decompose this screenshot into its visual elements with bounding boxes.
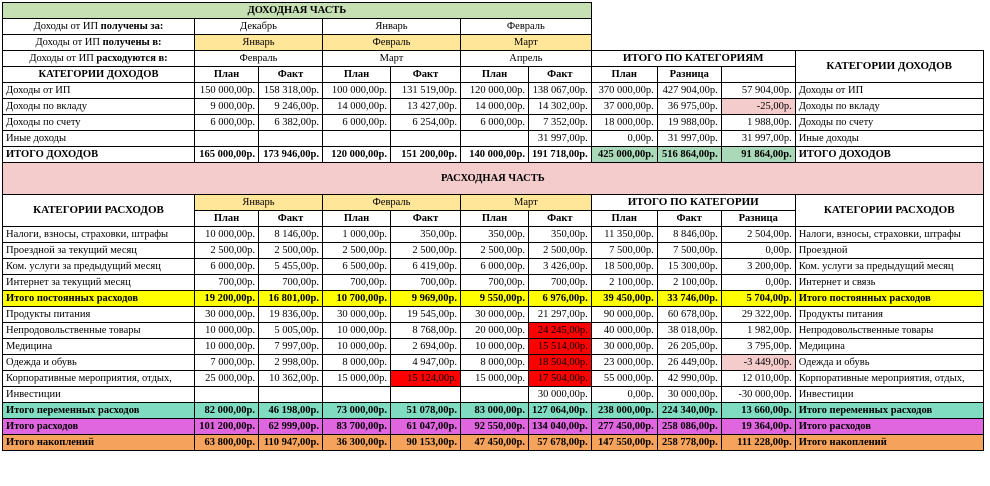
value-cell[interactable]: 10 000,00р.: [195, 339, 259, 355]
value-cell[interactable]: 150 000,00р.: [195, 83, 259, 99]
total-cell[interactable]: 370 000,00р.: [591, 83, 657, 99]
value-cell[interactable]: 8 000,00р.: [461, 355, 529, 371]
total-cell[interactable]: 31 997,00р.: [657, 131, 721, 147]
empty-cell: [591, 3, 657, 19]
income-row: [3, 99, 984, 115]
empty-cell: [721, 3, 795, 19]
value-cell[interactable]: 10 000,00р.: [195, 323, 259, 339]
value-cell[interactable]: 350,00р.: [461, 227, 529, 243]
expense-month[interactable]: Март: [461, 195, 592, 211]
col-fact[interactable]: Факт: [657, 211, 721, 227]
row-name-right[interactable]: Итого расходов: [795, 419, 983, 435]
value-cell[interactable]: [391, 131, 461, 147]
total-cell[interactable]: 57 904,00р.: [721, 83, 795, 99]
value-cell[interactable]: 2 500,00р.: [195, 243, 259, 259]
value-cell[interactable]: 120 000,00р.: [461, 83, 529, 99]
value-cell[interactable]: 18 504,00р.: [529, 355, 592, 371]
value-cell[interactable]: [461, 387, 529, 403]
expenses-total-row: [3, 419, 984, 435]
income-categories-header-left[interactable]: КАТЕГОРИИ ДОХОДОВ: [3, 67, 195, 83]
row-name[interactable]: Ком. услуги за предыдущий месяц: [3, 259, 195, 275]
empty-cell: [657, 35, 721, 51]
variable-expense-row: [3, 307, 984, 323]
value-cell[interactable]: 2 500,00р.: [391, 243, 461, 259]
col-fact[interactable]: Факт: [259, 67, 323, 83]
value-cell[interactable]: [323, 387, 391, 403]
total-cell[interactable]: 516 864,00р.: [657, 147, 721, 163]
row-name-right[interactable]: Итого постоянных расходов: [795, 291, 983, 307]
value-cell[interactable]: 2 500,00р.: [323, 243, 391, 259]
value-cell[interactable]: 19 836,00р.: [259, 307, 323, 323]
row-name-right[interactable]: Доходы по счету: [795, 115, 983, 131]
value-cell[interactable]: 9 000,00р.: [195, 99, 259, 115]
empty-cell: [721, 35, 795, 51]
total-cell[interactable]: 1 982,00р.: [721, 323, 795, 339]
row-name[interactable]: Проездной за текущий месяц: [3, 243, 195, 259]
income-row: [3, 131, 984, 147]
period-label-pre: Доходы от ИП: [33, 21, 101, 32]
value-cell[interactable]: 6 000,00р.: [195, 115, 259, 131]
row-name[interactable]: Медицина: [3, 339, 195, 355]
value-cell[interactable]: 15 124,00р.: [391, 371, 461, 387]
total-cell[interactable]: 36 975,00р.: [657, 99, 721, 115]
value-cell[interactable]: 9 246,00р.: [259, 99, 323, 115]
total-cell[interactable]: 427 904,00р.: [657, 83, 721, 99]
value-cell[interactable]: 700,00р.: [323, 275, 391, 291]
row-name[interactable]: Одежда и обувь: [3, 355, 195, 371]
expense-row: [3, 243, 984, 259]
col-fact[interactable]: Факт: [259, 211, 323, 227]
row-name-right[interactable]: Доходы от ИП: [795, 83, 983, 99]
col-fact[interactable]: Факт: [391, 211, 461, 227]
variable-expense-row: [3, 339, 984, 355]
value-cell[interactable]: 127 064,00р.: [529, 403, 592, 419]
savings-total-row: [3, 435, 984, 451]
empty-cell: [795, 3, 983, 19]
income-row: [3, 115, 984, 131]
row-name-right[interactable]: Ком. услуги за предыдущий месяц: [795, 259, 983, 275]
value-cell[interactable]: 700,00р.: [391, 275, 461, 291]
variable-total-row: [3, 403, 984, 419]
value-cell[interactable]: 2 500,00р.: [461, 243, 529, 259]
total-cell[interactable]: 40 000,00р.: [591, 323, 657, 339]
value-cell[interactable]: 61 047,00р.: [391, 419, 461, 435]
total-cell[interactable]: 147 550,00р.: [591, 435, 657, 451]
value-cell[interactable]: 6 500,00р.: [323, 259, 391, 275]
spent-in-row: [3, 51, 984, 67]
value-cell[interactable]: 3 426,00р.: [529, 259, 592, 275]
period-label-bold: получены в:: [102, 37, 162, 48]
value-cell[interactable]: 6 000,00р.: [461, 115, 529, 131]
value-cell[interactable]: 5 455,00р.: [259, 259, 323, 275]
total-cell[interactable]: 277 450,00р.: [591, 419, 657, 435]
expenses-totals-title[interactable]: ИТОГО ПО КАТЕГОРИИ: [591, 195, 795, 211]
value-cell[interactable]: 92 550,00р.: [461, 419, 529, 435]
total-cell[interactable]: 19 988,00р.: [657, 115, 721, 131]
total-cell[interactable]: 26 205,00р.: [657, 339, 721, 355]
value-cell[interactable]: 15 514,00р.: [529, 339, 592, 355]
empty-cell: [795, 19, 983, 35]
col-plan[interactable]: План: [591, 67, 657, 83]
value-cell[interactable]: 7 000,00р.: [195, 355, 259, 371]
total-cell[interactable]: 19 364,00р.: [721, 419, 795, 435]
value-cell[interactable]: 151 200,00р.: [391, 147, 461, 163]
value-cell[interactable]: 20 000,00р.: [461, 323, 529, 339]
total-cell[interactable]: 91 864,00р.: [721, 147, 795, 163]
row-name[interactable]: Инвестиции: [3, 387, 195, 403]
value-cell[interactable]: 10 362,00р.: [259, 371, 323, 387]
total-cell[interactable]: 31 997,00р.: [721, 131, 795, 147]
col-plan[interactable]: План: [461, 211, 529, 227]
value-cell[interactable]: 6 976,00р.: [529, 291, 592, 307]
total-cell[interactable]: 8 846,00р.: [657, 227, 721, 243]
total-cell[interactable]: 5 704,00р.: [721, 291, 795, 307]
col-plan[interactable]: План: [195, 67, 259, 83]
total-cell[interactable]: 1 988,00р.: [721, 115, 795, 131]
value-cell[interactable]: 158 318,00р.: [259, 83, 323, 99]
value-cell[interactable]: 2 500,00р.: [259, 243, 323, 259]
period-month[interactable]: Январь: [195, 35, 323, 51]
col-fact[interactable]: Факт: [529, 211, 592, 227]
value-cell[interactable]: 100 000,00р.: [323, 83, 391, 99]
value-cell[interactable]: 90 153,00р.: [391, 435, 461, 451]
received-in-row: [3, 35, 984, 51]
total-cell[interactable]: 111 228,00р.: [721, 435, 795, 451]
row-name-right[interactable]: Доходы по вкладу: [795, 99, 983, 115]
value-cell[interactable]: 1 000,00р.: [323, 227, 391, 243]
period-month[interactable]: Февраль: [323, 35, 461, 51]
row-name[interactable]: Итого постоянных расходов: [3, 291, 195, 307]
value-cell[interactable]: 30 000,00р.: [323, 307, 391, 323]
value-cell[interactable]: 7 997,00р.: [259, 339, 323, 355]
period-label[interactable]: [3, 51, 195, 67]
total-cell[interactable]: 7 500,00р.: [591, 243, 657, 259]
period-label-bold: получены за:: [100, 21, 164, 32]
total-cell[interactable]: 0,00р.: [721, 275, 795, 291]
total-cell[interactable]: 13 660,00р.: [721, 403, 795, 419]
income-totals-title[interactable]: ИТОГО ПО КАТЕГОРИЯМ: [591, 51, 795, 67]
row-name-right[interactable]: Итого переменных расходов: [795, 403, 983, 419]
total-cell[interactable]: 30 000,00р.: [657, 387, 721, 403]
total-cell[interactable]: 224 340,00р.: [657, 403, 721, 419]
value-cell[interactable]: [259, 387, 323, 403]
value-cell[interactable]: 10 000,00р.: [323, 339, 391, 355]
value-cell[interactable]: 73 000,00р.: [323, 403, 391, 419]
period-month[interactable]: Февраль: [195, 51, 323, 67]
expense-row: [3, 275, 984, 291]
row-name[interactable]: Итого накоплений: [3, 435, 195, 451]
value-cell[interactable]: [195, 131, 259, 147]
budget-table: [2, 2, 984, 451]
period-label[interactable]: [3, 19, 195, 35]
total-cell[interactable]: 42 990,00р.: [657, 371, 721, 387]
empty-cell: [591, 19, 657, 35]
value-cell[interactable]: 700,00р.: [259, 275, 323, 291]
row-name[interactable]: Продукты питания: [3, 307, 195, 323]
row-name[interactable]: Непродовольственные товары: [3, 323, 195, 339]
row-name-right[interactable]: Иные доходы: [795, 131, 983, 147]
spreadsheet: [2, 2, 984, 451]
value-cell[interactable]: 6 254,00р.: [391, 115, 461, 131]
value-cell[interactable]: 6 419,00р.: [391, 259, 461, 275]
total-cell[interactable]: 258 778,00р.: [657, 435, 721, 451]
col-fact[interactable]: Факт: [529, 67, 592, 83]
value-cell[interactable]: 165 000,00р.: [195, 147, 259, 163]
total-cell[interactable]: 26 449,00р.: [657, 355, 721, 371]
row-name-right[interactable]: Одежда и обувь: [795, 355, 983, 371]
fixed-total-row: [3, 291, 984, 307]
col-plan[interactable]: План: [195, 211, 259, 227]
period-month[interactable]: Январь: [323, 19, 461, 35]
row-name[interactable]: Доходы по вкладу: [3, 99, 195, 115]
total-cell[interactable]: 60 678,00р.: [657, 307, 721, 323]
total-cell[interactable]: -25,00р.: [721, 99, 795, 115]
value-cell[interactable]: 350,00р.: [391, 227, 461, 243]
row-name-right[interactable]: Непродовольственные товары: [795, 323, 983, 339]
value-cell[interactable]: 10 700,00р.: [323, 291, 391, 307]
value-cell[interactable]: 62 999,00р.: [259, 419, 323, 435]
value-cell[interactable]: 2 694,00р.: [391, 339, 461, 355]
row-name[interactable]: Иные доходы: [3, 131, 195, 147]
value-cell[interactable]: 19 545,00р.: [391, 307, 461, 323]
value-cell[interactable]: 5 005,00р.: [259, 323, 323, 339]
row-name-right[interactable]: Проездной: [795, 243, 983, 259]
col-plan[interactable]: План: [591, 211, 657, 227]
value-cell[interactable]: 6 000,00р.: [323, 115, 391, 131]
period-month[interactable]: Март: [323, 51, 461, 67]
expense-month[interactable]: Февраль: [323, 195, 461, 211]
value-cell[interactable]: 138 067,00р.: [529, 83, 592, 99]
row-name-right[interactable]: Интернет и связь: [795, 275, 983, 291]
value-cell[interactable]: 46 198,00р.: [259, 403, 323, 419]
total-cell[interactable]: 3 200,00р.: [721, 259, 795, 275]
value-cell[interactable]: 10 000,00р.: [323, 323, 391, 339]
col-plan[interactable]: План: [323, 211, 391, 227]
row-name-right[interactable]: Инвестиции: [795, 387, 983, 403]
value-cell[interactable]: 10 000,00р.: [461, 339, 529, 355]
value-cell[interactable]: 173 946,00р.: [259, 147, 323, 163]
period-label[interactable]: [3, 35, 195, 51]
value-cell[interactable]: [323, 131, 391, 147]
total-cell[interactable]: 37 000,00р.: [591, 99, 657, 115]
value-cell[interactable]: 6 000,00р.: [461, 259, 529, 275]
value-cell[interactable]: 15 000,00р.: [461, 371, 529, 387]
col-fact[interactable]: Факт: [391, 67, 461, 83]
total-cell[interactable]: 39 450,00р.: [591, 291, 657, 307]
value-cell[interactable]: 2 500,00р.: [529, 243, 592, 259]
expenses-title-row: [3, 163, 984, 195]
value-cell[interactable]: 19 200,00р.: [195, 291, 259, 307]
row-name-right[interactable]: Продукты питания: [795, 307, 983, 323]
variable-expense-row: [3, 323, 984, 339]
value-cell[interactable]: 83 700,00р.: [323, 419, 391, 435]
value-cell[interactable]: 350,00р.: [529, 227, 592, 243]
row-name[interactable]: Итого расходов: [3, 419, 195, 435]
value-cell[interactable]: 191 718,00р.: [529, 147, 592, 163]
row-name-right[interactable]: Налоги, взносы, страховки, штрафы: [795, 227, 983, 243]
expenses-categories-header-left[interactable]: КАТЕГОРИИ РАСХОДОВ: [3, 195, 195, 227]
row-name-right[interactable]: Итого накоплений: [795, 435, 983, 451]
expenses-categories-header-right[interactable]: КАТЕГОРИИ РАСХОДОВ: [795, 195, 983, 227]
total-cell[interactable]: 238 000,00р.: [591, 403, 657, 419]
value-cell[interactable]: 63 800,00р.: [195, 435, 259, 451]
value-cell[interactable]: 14 000,00р.: [323, 99, 391, 115]
value-cell[interactable]: 2 998,00р.: [259, 355, 323, 371]
value-cell[interactable]: 25 000,00р.: [195, 371, 259, 387]
value-cell[interactable]: 700,00р.: [195, 275, 259, 291]
col-plan[interactable]: План: [323, 67, 391, 83]
total-cell[interactable]: 38 018,00р.: [657, 323, 721, 339]
total-cell[interactable]: 11 350,00р.: [591, 227, 657, 243]
value-cell[interactable]: 14 302,00р.: [529, 99, 592, 115]
total-cell[interactable]: 18 500,00р.: [591, 259, 657, 275]
period-label-pre: Доходы от ИП: [29, 53, 97, 64]
value-cell[interactable]: 7 352,00р.: [529, 115, 592, 131]
row-name[interactable]: Налоги, взносы, страховки, штрафы: [3, 227, 195, 243]
total-cell[interactable]: 258 086,00р.: [657, 419, 721, 435]
period-month[interactable]: Апрель: [461, 51, 592, 67]
value-cell[interactable]: 8 146,00р.: [259, 227, 323, 243]
empty-cell: [795, 35, 983, 51]
value-cell[interactable]: 17 504,00р.: [529, 371, 592, 387]
value-cell[interactable]: 51 078,00р.: [391, 403, 461, 419]
empty-cell: [657, 3, 721, 19]
row-name-right[interactable]: Медицина: [795, 339, 983, 355]
period-month[interactable]: Декабрь: [195, 19, 323, 35]
total-cell[interactable]: 55 000,00р.: [591, 371, 657, 387]
value-cell[interactable]: 131 519,00р.: [391, 83, 461, 99]
value-cell[interactable]: 101 200,00р.: [195, 419, 259, 435]
value-cell[interactable]: 47 450,00р.: [461, 435, 529, 451]
value-cell[interactable]: 9 969,00р.: [391, 291, 461, 307]
value-cell[interactable]: [195, 387, 259, 403]
value-cell[interactable]: 82 000,00р.: [195, 403, 259, 419]
value-cell[interactable]: 30 000,00р.: [195, 307, 259, 323]
value-cell[interactable]: 8 000,00р.: [323, 355, 391, 371]
value-cell[interactable]: 21 297,00р.: [529, 307, 592, 323]
total-cell[interactable]: -30 000,00р.: [721, 387, 795, 403]
col-plan[interactable]: План: [461, 67, 529, 83]
row-name[interactable]: Доходы от ИП: [3, 83, 195, 99]
value-cell[interactable]: 16 801,00р.: [259, 291, 323, 307]
value-cell[interactable]: 4 947,00р.: [391, 355, 461, 371]
row-name[interactable]: Доходы по счету: [3, 115, 195, 131]
value-cell[interactable]: 110 947,00р.: [259, 435, 323, 451]
value-cell[interactable]: 9 550,00р.: [461, 291, 529, 307]
row-name-right[interactable]: Корпоративные мероприятия, отдых,: [795, 371, 983, 387]
value-cell[interactable]: 30 000,00р.: [461, 307, 529, 323]
total-cell[interactable]: 7 500,00р.: [657, 243, 721, 259]
total-cell[interactable]: 3 795,00р.: [721, 339, 795, 355]
received-for-row: [3, 19, 984, 35]
variable-expense-row: [3, 371, 984, 387]
total-cell[interactable]: 2 504,00р.: [721, 227, 795, 243]
value-cell[interactable]: [391, 387, 461, 403]
value-cell[interactable]: 6 000,00р.: [195, 259, 259, 275]
value-cell[interactable]: 140 000,00р.: [461, 147, 529, 163]
total-cell[interactable]: 2 100,00р.: [657, 275, 721, 291]
value-cell[interactable]: [461, 131, 529, 147]
expenses-title[interactable]: РАСХОДНАЯ ЧАСТЬ: [3, 163, 984, 195]
total-cell[interactable]: -3 449,00р.: [721, 355, 795, 371]
value-cell[interactable]: 13 427,00р.: [391, 99, 461, 115]
row-name[interactable]: ИТОГО ДОХОДОВ: [3, 147, 195, 163]
expense-row: [3, 259, 984, 275]
total-cell[interactable]: 2 100,00р.: [591, 275, 657, 291]
total-cell[interactable]: 29 322,00р.: [721, 307, 795, 323]
value-cell[interactable]: 134 040,00р.: [529, 419, 592, 435]
total-cell[interactable]: 0,00р.: [721, 243, 795, 259]
value-cell[interactable]: 6 382,00р.: [259, 115, 323, 131]
value-cell[interactable]: 120 000,00р.: [323, 147, 391, 163]
expense-row: [3, 227, 984, 243]
empty-cell: [657, 19, 721, 35]
total-cell[interactable]: 425 000,00р.: [591, 147, 657, 163]
income-row: [3, 83, 984, 99]
total-cell[interactable]: 0,00р.: [591, 387, 657, 403]
total-cell[interactable]: 18 000,00р.: [591, 115, 657, 131]
income-title[interactable]: ДОХОДНАЯ ЧАСТЬ: [3, 3, 592, 19]
empty-cell: [721, 19, 795, 35]
income-categories-header-right[interactable]: КАТЕГОРИИ ДОХОДОВ: [795, 51, 983, 83]
value-cell[interactable]: 57 678,00р.: [529, 435, 592, 451]
total-cell[interactable]: 12 010,00р.: [721, 371, 795, 387]
period-month[interactable]: Март: [461, 35, 592, 51]
variable-expense-row: [3, 355, 984, 371]
value-cell[interactable]: [259, 131, 323, 147]
total-cell[interactable]: 23 000,00р.: [591, 355, 657, 371]
value-cell[interactable]: 31 997,00р.: [529, 131, 592, 147]
value-cell[interactable]: 14 000,00р.: [461, 99, 529, 115]
value-cell[interactable]: 30 000,00р.: [529, 387, 592, 403]
expense-month[interactable]: Январь: [195, 195, 323, 211]
row-name[interactable]: Корпоративные мероприятия, отдых,: [3, 371, 195, 387]
value-cell[interactable]: 10 000,00р.: [195, 227, 259, 243]
period-month[interactable]: Февраль: [461, 19, 592, 35]
row-name-right[interactable]: ИТОГО ДОХОДОВ: [795, 147, 983, 163]
variable-expense-row: [3, 387, 984, 403]
value-cell[interactable]: 36 300,00р.: [323, 435, 391, 451]
total-cell[interactable]: 33 746,00р.: [657, 291, 721, 307]
income-title-row: [3, 3, 984, 19]
value-cell[interactable]: 700,00р.: [461, 275, 529, 291]
value-cell[interactable]: 83 000,00р.: [461, 403, 529, 419]
row-name[interactable]: Итого переменных расходов: [3, 403, 195, 419]
empty-cell: [591, 35, 657, 51]
value-cell[interactable]: 700,00р.: [529, 275, 592, 291]
income-total-row: [3, 147, 984, 163]
total-cell[interactable]: 30 000,00р.: [591, 339, 657, 355]
total-cell[interactable]: 0,00р.: [591, 131, 657, 147]
value-cell[interactable]: 24 245,00р.: [529, 323, 592, 339]
col-diff[interactable]: Разница: [721, 211, 795, 227]
value-cell[interactable]: 15 000,00р.: [323, 371, 391, 387]
total-cell[interactable]: 15 300,00р.: [657, 259, 721, 275]
value-cell[interactable]: 8 768,00р.: [391, 323, 461, 339]
expenses-header-row-1: [3, 195, 984, 211]
period-label-bold: расходуются в:: [96, 53, 168, 64]
col-diff[interactable]: Разница: [657, 67, 721, 83]
row-name[interactable]: Интернет за текущий месяц: [3, 275, 195, 291]
total-cell[interactable]: 90 000,00р.: [591, 307, 657, 323]
period-label-pre: Доходы от ИП: [35, 37, 103, 48]
